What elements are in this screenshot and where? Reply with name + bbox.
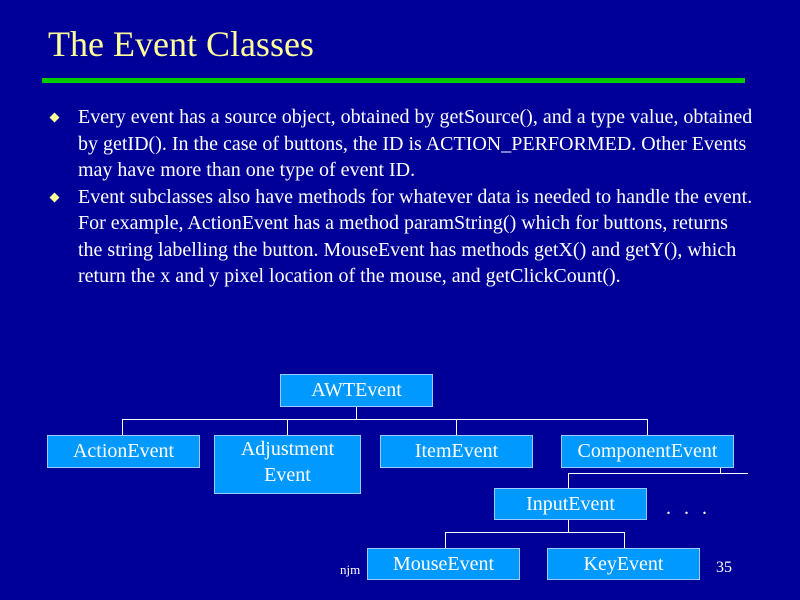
connector-to-componentevent: [647, 419, 648, 435]
bullet-item-source: [48, 104, 754, 184]
node-awtevent: AWTEvent: [280, 374, 433, 407]
node-actionevent: ActionEvent: [47, 435, 200, 468]
slide-title: The Event Classes: [48, 24, 314, 64]
node-mouseevent: MouseEvent: [367, 548, 520, 580]
node-adjustmentevent: Adjustment Event: [214, 435, 361, 494]
bullet-list: [48, 104, 754, 290]
connector-root-down: [356, 407, 357, 419]
footer-author: njm: [340, 562, 361, 577]
connector-to-keyevent: [624, 532, 625, 548]
connector-level2-horizontal: [568, 473, 748, 474]
node-inputevent: InputEvent: [494, 488, 647, 520]
node-itemevent: ItemEvent: [380, 435, 533, 468]
node-keyevent: KeyEvent: [547, 548, 700, 580]
bullet-item-subclasses: [48, 184, 754, 290]
connector-to-inputevent: [568, 473, 569, 488]
connector-to-actionevent: [122, 419, 123, 435]
connector-level1-horizontal: [122, 419, 648, 420]
bullet-text: Event subclasses also have methods for whatever data is needed to handle the event. For example, ActionEvent has a method paramString() which for buttons, returns the string labelling the button. MouseEvent has methods getX() and getY(), which return the x and y pixel location of the mouse, and getClickCount().: [78, 185, 753, 287]
title-divider: [42, 78, 745, 83]
connector-to-itemevent: [456, 419, 457, 435]
connector-level3-horizontal: [445, 532, 625, 533]
node-componentevent: ComponentEvent: [561, 435, 734, 468]
diamond-bullet-icon: [50, 113, 60, 123]
page-number: 35: [716, 559, 732, 576]
connector-input-down: [568, 520, 569, 532]
connector-to-adjustmentevent: [287, 419, 288, 435]
connector-to-mouseevent: [445, 532, 446, 548]
more-subclasses-ellipsis: . . .: [666, 497, 711, 519]
bullet-text: Every event has a source object, obtained by getSource(), and a type value, obtained by getID(). In the case of buttons, the ID is ACTION_PERFORMED. Other Events may have more than one type of event ID.: [78, 106, 753, 181]
diamond-bullet-icon: [50, 192, 60, 202]
